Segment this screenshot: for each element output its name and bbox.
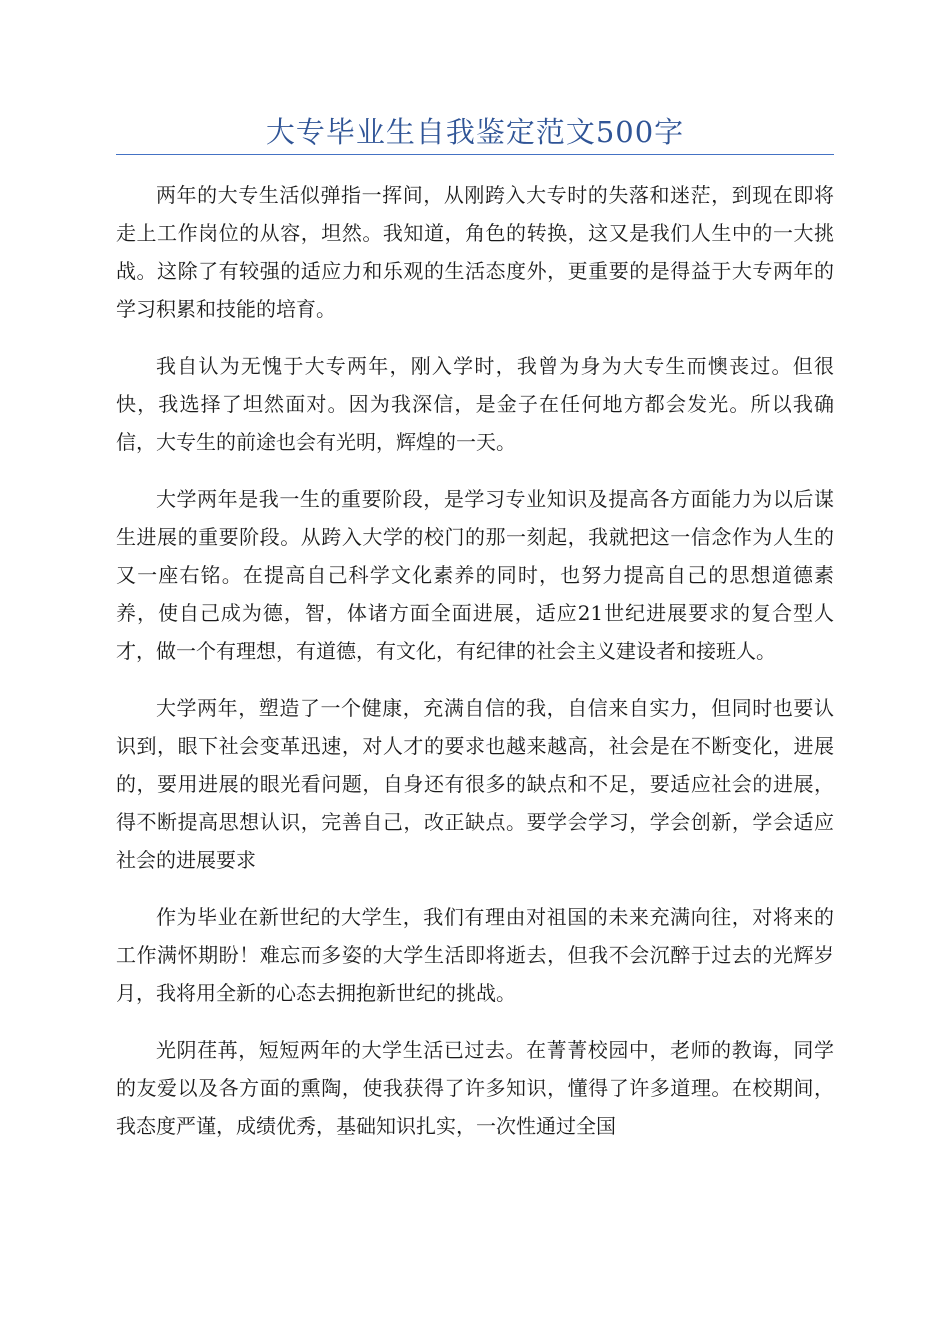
paragraph-3: 大学两年是我一生的重要阶段，是学习专业知识及提高各方面能力为以后谋生进展的重要阶段。从跨入大学的校门的那一刻起，我就把这一信念作为人生的又一座右铭。在提高自己科学文化素养的同时，也努力提高自己的思想道德素养，使自己成为德，智，体诸方面全面进展，适应21世纪进展要求的复合型人才，做一个有理想，有道德，有文化，有纪律的社会主义建设者和接班人。 — [116, 487, 834, 663]
document-title: 大专毕业生自我鉴定范文500字 — [265, 115, 685, 149]
paragraph-4: 大学两年，塑造了一个健康，充满自信的我，自信来自实力，但同时也要认识到，眼下社会变革迅速，对人才的要求也越来越高，社会是在不断变化，进展的，要用进展的眼光看问题，自身还有很多的缺点和不足，要适应社会的进展，得不断提高思想认识，完善自己，改正缺点。要学会学习，学会创新，学会适应社会的进展要求 — [116, 696, 834, 872]
title-underline — [116, 154, 834, 155]
paragraph-6: 光阴荏苒，短短两年的大学生活已过去。在菁菁校园中，老师的教诲，同学的友爱以及各方面的熏陶，使我获得了许多知识，懂得了许多道理。在校期间，我态度严谨，成绩优秀，基础知识扎实，一次性通过全国 — [116, 1038, 834, 1138]
paragraph-5: 作为毕业在新世纪的大学生，我们有理由对祖国的未来充满向往，对将来的工作满怀期盼！难忘而多姿的大学生活即将逝去，但我不会沉醉于过去的光辉岁月，我将用全新的心态去拥抱新世纪的挑战。 — [116, 905, 834, 1005]
paragraph-1: 两年的大专生活似弹指一挥间，从刚跨入大专时的失落和迷茫，到现在即将走上工作岗位的从容，坦然。我知道，角色的转换，这又是我们人生中的一大挑战。这除了有较强的适应力和乐观的生活态度外，更重要的是得益于大专两年的学习积累和技能的培育。 — [116, 183, 834, 321]
paragraph-2: 我自认为无愧于大专两年，刚入学时，我曾为身为大专生而懊丧过。但很快，我选择了坦然面对。因为我深信，是金子在任何地方都会发光。所以我确信，大专生的前途也会有光明，辉煌的一天。 — [116, 354, 834, 454]
document-body — [116, 176, 834, 1164]
